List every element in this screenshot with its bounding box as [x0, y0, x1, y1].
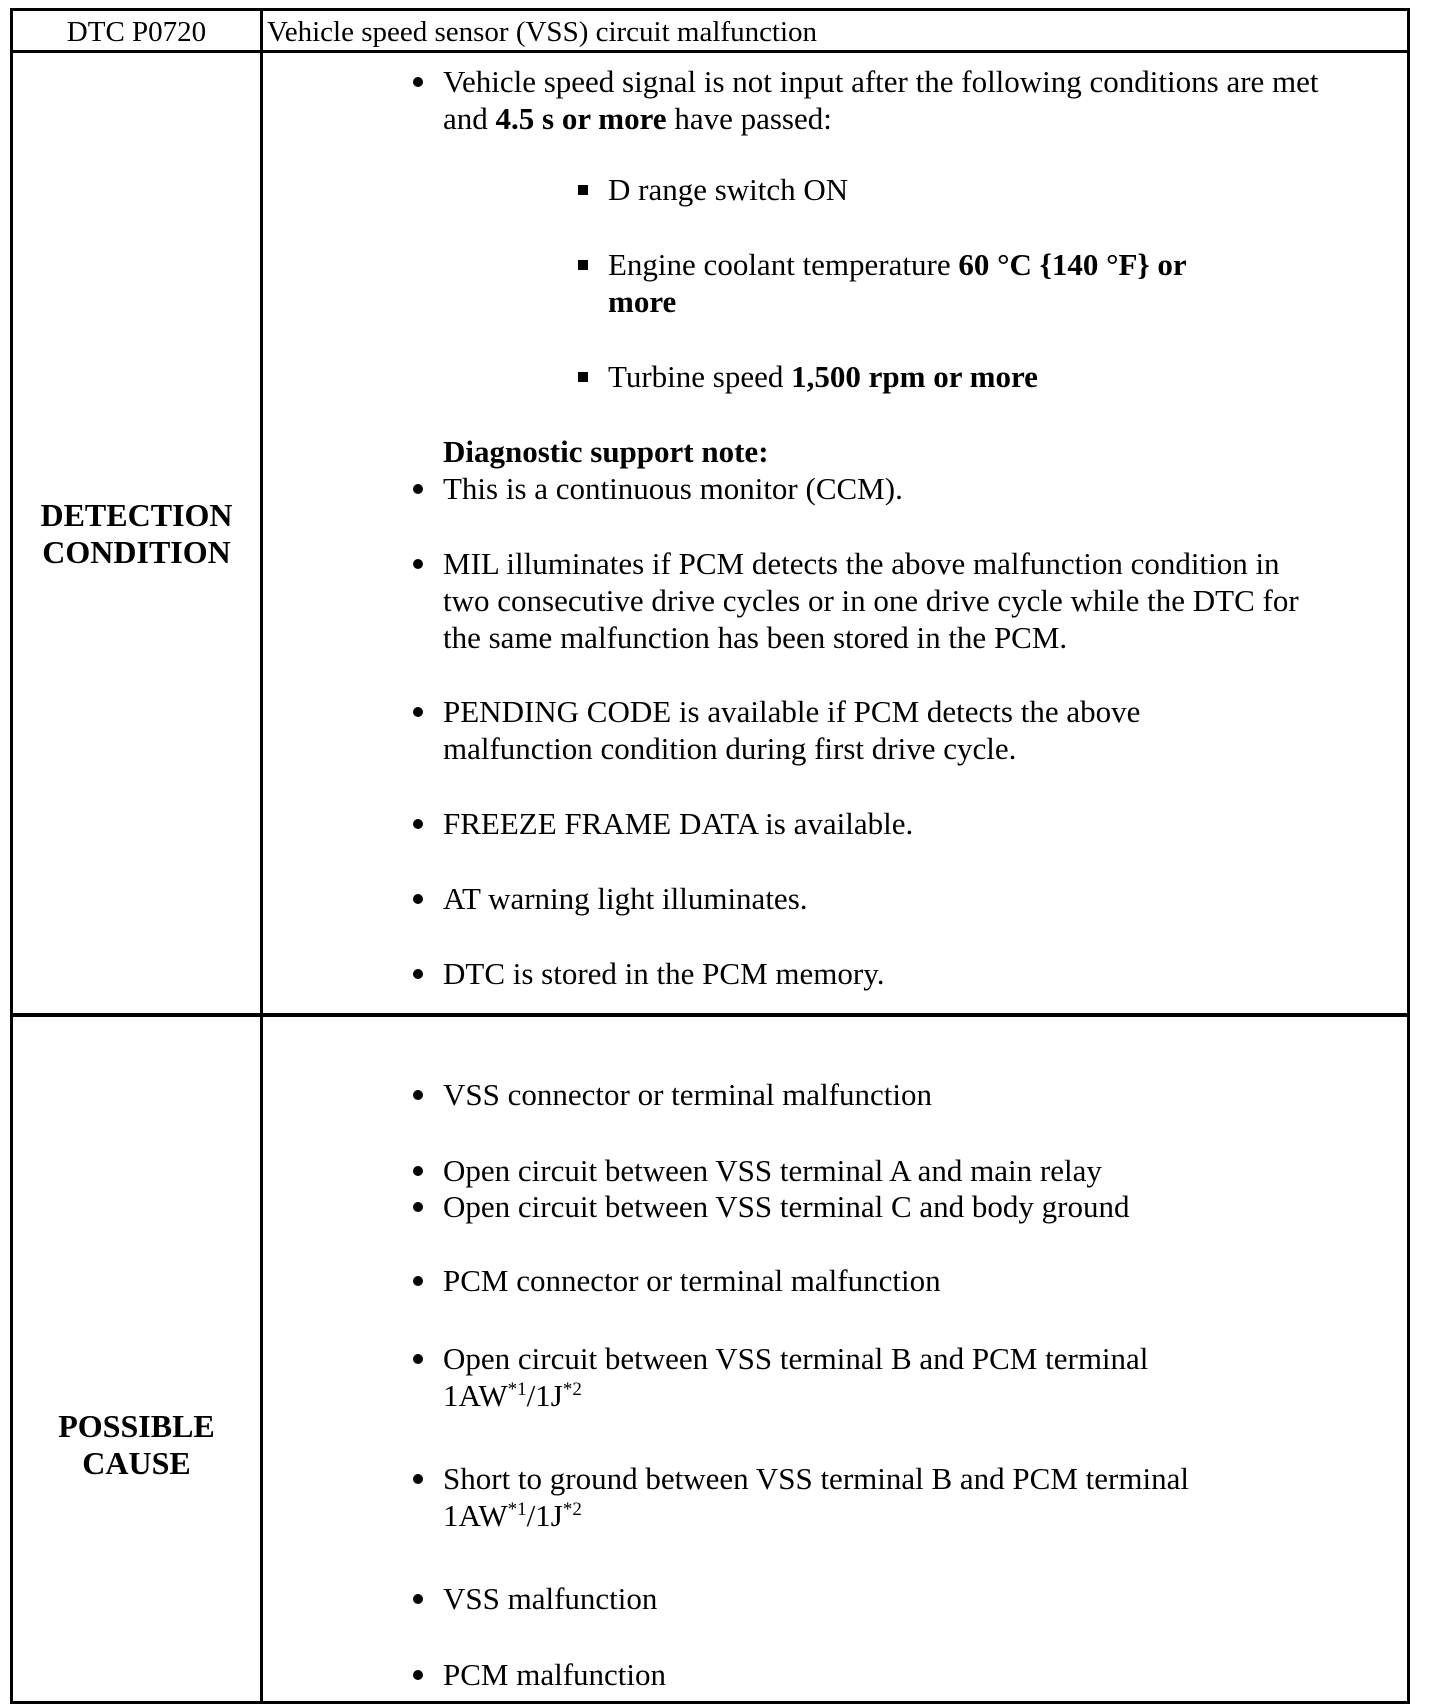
bullet-icon	[413, 969, 423, 979]
bullet-icon	[413, 1670, 423, 1680]
label-line: DETECTION	[40, 497, 233, 533]
bullet-icon	[413, 894, 423, 904]
bullet-icon	[413, 1594, 423, 1604]
possible-cause-row: POSSIBLE CAUSE VSS connector or terminal malfunction Open circuit between VSS terminal A and main relay Open circuit between VSS terminal C and body ground PCM connector or terminal malfunction Open circuit between VSS terminal B and PCM terminal $1AW^{*1}/1J^{*2}$ Short to ground between VSS terminal B and PCM terminal $1AW^{*1}/1J^{*2}$ VSS malfunction PCM malfunction	[10, 1013, 1410, 1704]
bullet-icon	[413, 1354, 423, 1364]
detection-condition-label	[13, 497, 260, 571]
label-line: POSSIBLE	[58, 1408, 215, 1444]
pcm-terminal-ref: $1AW^{*1}/1J^{*2}$	[443, 1498, 582, 1533]
bullet-icon	[413, 1090, 423, 1100]
column-divider	[260, 1016, 263, 1701]
diagnostic-note-title: Diagnostic support note:	[443, 434, 769, 469]
label-line: CONDITION	[42, 534, 231, 570]
column-divider	[260, 11, 263, 50]
bullet-icon	[413, 1166, 423, 1176]
bullet-icon	[413, 559, 423, 569]
square-bullet-icon	[578, 260, 588, 270]
dtc-title: Vehicle speed sensor (VSS) circuit malfunction	[267, 16, 818, 48]
possible-cause-label	[13, 1408, 260, 1482]
column-divider	[260, 53, 263, 1014]
bullet-icon	[413, 1202, 423, 1212]
label-line: CAUSE	[82, 1445, 191, 1481]
bullet-icon	[413, 1276, 423, 1286]
dtc-code: DTC P0720	[66, 16, 207, 48]
square-bullet-icon	[578, 372, 588, 382]
table-header-row	[10, 8, 1410, 53]
detection-condition-row: DETECTION CONDITION Vehicle speed signal is not input after the following conditions are met and 4.5 s or more have passed: D range switch ON Engine coolant temperature 60 °C {140 °F} or more Turbine speed 1,500 rpm or more Diagnostic support note: This is a continuous monitor (CCM). MIL illuminates if PCM detects the above malfunction condition in two consecutive drive cycles or in one drive cycle while the DTC for the same malfunction has been stored in the PCM. PENDING CODE is available if PCM detects the above malfunction condition during first drive cycle. FREEZE FRAME DATA is available. AT warning light illuminates. DTC is stored in the PCM memory.	[10, 50, 1410, 1017]
bullet-icon	[413, 1474, 423, 1484]
detection-intro: Vehicle speed signal is not input after the following conditions are met and 4.5 s or more have passed:	[443, 64, 1319, 136]
pcm-terminal-ref: $1AW^{*1}/1J^{*2}$	[443, 1378, 582, 1413]
square-bullet-icon	[578, 185, 588, 195]
bullet-icon	[413, 77, 423, 87]
bullet-icon	[413, 707, 423, 717]
bullet-icon	[413, 484, 423, 494]
bullet-icon	[413, 819, 423, 829]
